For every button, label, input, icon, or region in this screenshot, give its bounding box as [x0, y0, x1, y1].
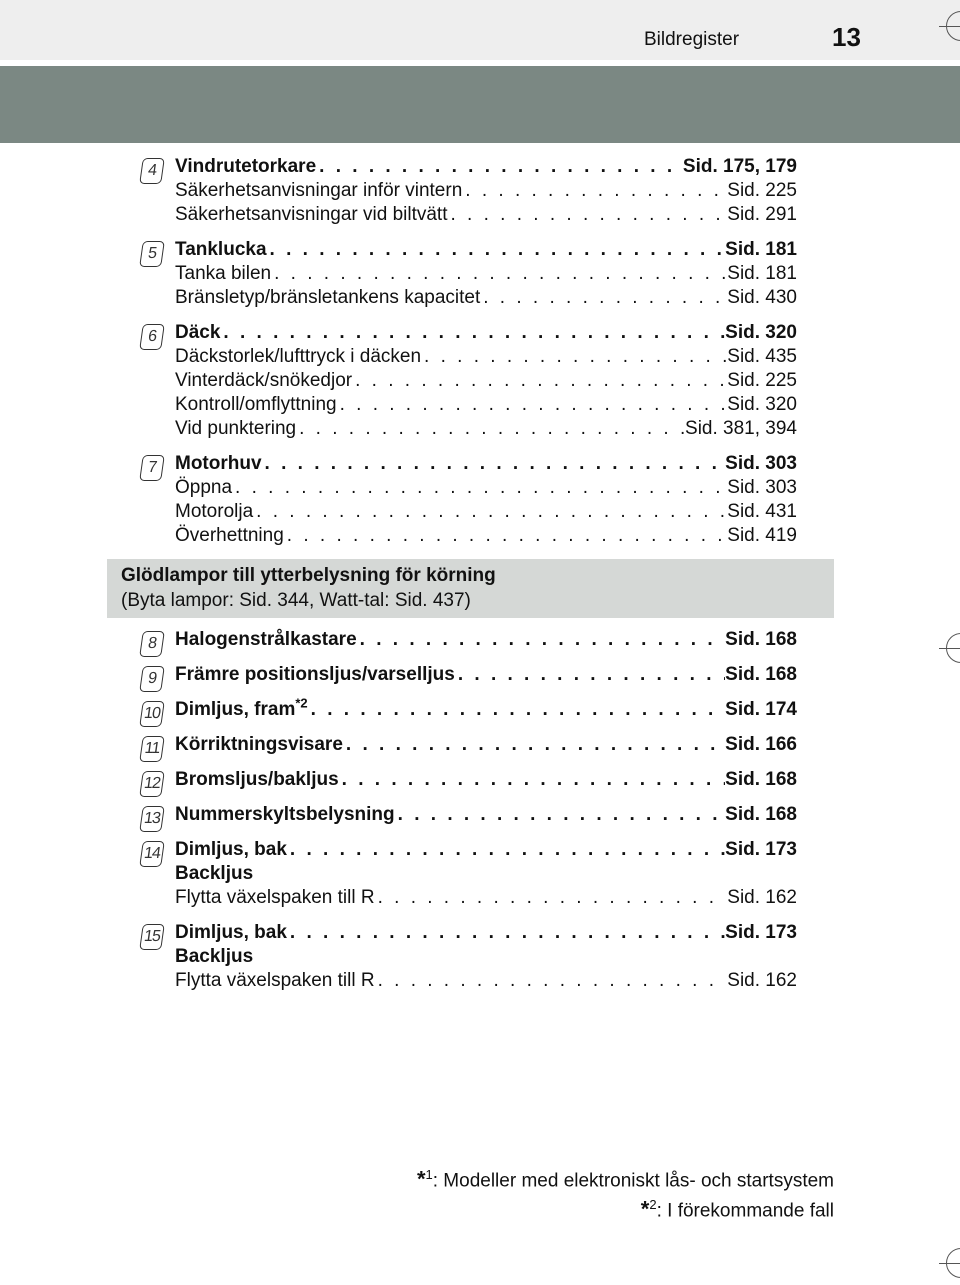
index-group: [0, 698, 960, 722]
entry-label: Motorolja: [175, 501, 254, 522]
callout-number-badge: 15: [139, 924, 165, 950]
index-group: [0, 921, 960, 993]
page-reference: Sid. 303: [727, 477, 797, 498]
index-entry: [175, 345, 797, 369]
index-entry: [175, 768, 797, 792]
leader-dots: [455, 663, 725, 687]
entry-label: Överhettning: [175, 525, 284, 546]
entry-label: Främre positionsljus/varselljus: [175, 664, 455, 685]
index-entry: [175, 393, 797, 417]
entry-label: Körriktningsvisare: [175, 734, 343, 755]
page-reference: Sid. 181: [725, 239, 797, 260]
section-title: Glödlampor till ytterbelysning för körning: [121, 565, 496, 586]
index-group: [0, 803, 960, 827]
entry-label: Vindrutetorkare: [175, 156, 317, 177]
index-group: [0, 321, 960, 441]
index-entry: [175, 628, 797, 652]
entry-label: Kontroll/omflyttning: [175, 394, 337, 415]
entry-label: Tanka bilen: [175, 263, 272, 284]
footnotes: [417, 1163, 834, 1224]
leader-dots: [284, 524, 727, 548]
footnote-ref: *2: [295, 698, 308, 711]
leader-dots: [287, 838, 725, 862]
page-reference: Sid. 168: [725, 804, 797, 825]
callout-number-badge: 5: [139, 241, 165, 267]
callout-number-badge: 9: [139, 666, 165, 692]
page-reference: Sid. 168: [725, 769, 797, 790]
entry-label: Flytta växelspaken till R: [175, 887, 375, 908]
leader-dots: [308, 698, 726, 722]
index-entry: [175, 417, 797, 441]
leader-dots: [262, 452, 726, 476]
entry-label: Halogenstrålkastare: [175, 629, 357, 650]
entry-label: Säkerhetsanvisningar inför vintern: [175, 180, 463, 201]
page-reference: Sid. 381, 394: [685, 418, 797, 439]
entry-label: Tanklucka: [175, 239, 267, 260]
page-reference: Sid. 303: [725, 453, 797, 474]
entry-label: Däck: [175, 322, 221, 343]
index-entry: [175, 921, 797, 945]
entry-label: Flytta växelspaken till R: [175, 970, 375, 991]
entry-label: Öppna: [175, 477, 233, 498]
page-reference: Sid. 174: [725, 699, 797, 720]
page-reference: Sid. 166: [725, 734, 797, 755]
entry-label: Dimljus, fram$^{*2}$: [175, 698, 308, 722]
page-reference: Sid. 225: [727, 180, 797, 201]
callout-number-badge: 13: [139, 806, 165, 832]
page-reference: Sid. 320: [725, 322, 797, 343]
entry-label: Dimljus, bak: [175, 922, 287, 943]
index-entry: [175, 862, 797, 886]
page-reference: Sid. 320: [727, 394, 797, 415]
index-entry: [175, 886, 797, 910]
entry-label: Motorhuv: [175, 453, 262, 474]
callout-number-badge: 14: [139, 841, 165, 867]
leader-dots: [357, 628, 726, 652]
index-entry: [175, 969, 797, 993]
index-entry: [175, 203, 797, 227]
leader-dots: [287, 921, 725, 945]
leader-dots: [339, 768, 726, 792]
index-entry: [175, 262, 797, 286]
entry-label: Bromsljus/bakljus: [175, 769, 339, 790]
index-entry: [175, 321, 797, 345]
crop-mark-icon: [946, 1248, 960, 1278]
lamp-groups: [0, 628, 960, 993]
index-group: [0, 628, 960, 652]
callout-number-badge: 6: [139, 324, 165, 350]
page-reference: Sid. 225: [727, 370, 797, 391]
section-band: [107, 559, 834, 618]
footnote-1: *$^1$: Modeller med elektroniskt lås- och startsystem: [416, 1166, 834, 1192]
index-entry: [175, 238, 797, 262]
index-entry: [175, 733, 797, 757]
page-reference: Sid. 181: [727, 263, 797, 284]
section-subtitle: (Byta lampor: Sid. 344, Watt-tal: Sid. 437): [121, 590, 471, 611]
leader-dots: [316, 155, 683, 179]
leader-dots: [352, 369, 727, 393]
index-entry: [175, 838, 797, 862]
page-reference: Sid. 291: [727, 204, 797, 225]
page-reference: Sid. 435: [727, 346, 797, 367]
leader-dots: [232, 476, 727, 500]
entry-label: Vid punktering: [175, 418, 297, 439]
leader-dots: [395, 803, 726, 827]
callout-number-badge: 10: [139, 701, 165, 727]
leader-dots: [337, 393, 728, 417]
callout-number-badge: 4: [139, 158, 165, 184]
index-group: [0, 733, 960, 757]
part-groups: [0, 155, 960, 548]
footnote-2: *$^2$: I förekommande fall: [640, 1196, 834, 1222]
page-reference: Sid. 430: [727, 287, 797, 308]
leader-dots: [220, 321, 725, 345]
page-reference: Sid. 173: [725, 922, 797, 943]
index-entry: [175, 945, 797, 969]
entry-label: Vinterdäck/snökedjor: [175, 370, 353, 391]
leader-dots: [480, 286, 727, 310]
callout-number-badge: 8: [139, 631, 165, 657]
leader-dots: [253, 500, 727, 524]
index-group: [0, 155, 960, 227]
index-entry: [175, 369, 797, 393]
leader-dots: [375, 886, 728, 910]
header-title: Bildregister: [644, 29, 740, 50]
index-group: [0, 768, 960, 792]
page-reference: Sid. 168: [725, 664, 797, 685]
page-reference: Sid. 168: [725, 629, 797, 650]
index-group: [0, 452, 960, 548]
entry-label: Säkerhetsanvisningar vid biltvätt: [175, 204, 448, 225]
page-header: [0, 0, 960, 60]
index-entry: [175, 286, 797, 310]
leader-dots: [421, 345, 727, 369]
entry-label: Bränsletyp/bränsletankens kapacitet: [175, 287, 481, 308]
page-reference: Sid. 173: [725, 839, 797, 860]
leader-dots: [462, 179, 727, 203]
entry-label: Backljus: [175, 946, 254, 967]
entry-label: Backljus: [175, 863, 254, 884]
page-reference: Sid. 175, 179: [682, 156, 797, 177]
page-number: 13: [832, 22, 861, 52]
leader-dots: [267, 238, 726, 262]
index-entry: [175, 476, 797, 500]
callout-number-badge: 12: [139, 771, 165, 797]
index-entry: [175, 500, 797, 524]
callout-number-badge: 11: [139, 736, 165, 762]
page-reference: Sid. 162: [727, 970, 797, 991]
index-entry: [175, 803, 797, 827]
index-group: [0, 663, 960, 687]
index-entry: [175, 698, 797, 722]
page-reference: Sid. 431: [727, 501, 797, 522]
callout-number-badge: 7: [139, 455, 165, 481]
page-reference: Sid. 162: [727, 887, 797, 908]
index-entry: [175, 452, 797, 476]
index-entry: [175, 155, 797, 179]
leader-dots: [296, 417, 685, 441]
leader-dots: [447, 203, 727, 227]
leader-dots: [343, 733, 725, 757]
header-band: [0, 66, 960, 143]
leader-dots: [375, 969, 728, 993]
index-entry: [175, 663, 797, 687]
index-group: [0, 838, 960, 910]
entry-label: Dimljus, bak: [175, 839, 287, 860]
entry-label: Däckstorlek/lufttryck i däcken: [175, 346, 422, 367]
index-group: [0, 238, 960, 310]
page-reference: Sid. 419: [727, 525, 797, 546]
entry-label: Nummerskyltsbelysning: [175, 804, 395, 825]
index-entry: [175, 179, 797, 203]
index-content: [0, 155, 960, 1004]
index-entry: [175, 524, 797, 548]
leader-dots: [271, 262, 727, 286]
